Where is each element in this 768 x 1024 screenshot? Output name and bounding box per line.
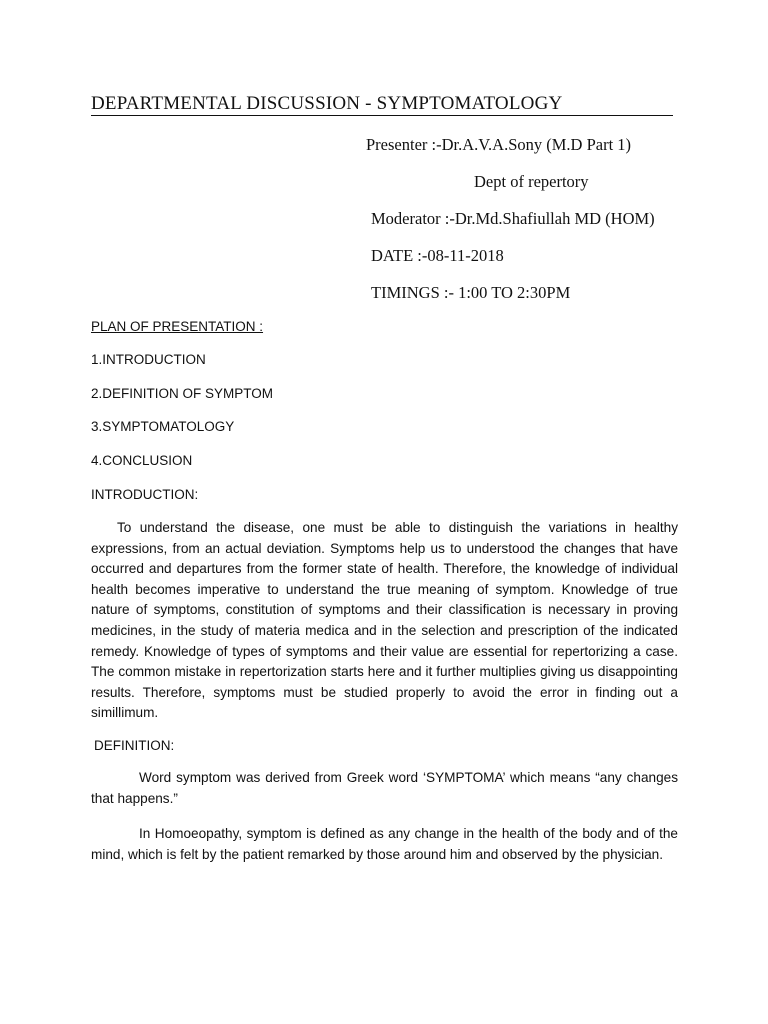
moderator-line: Moderator :-Dr.Md.Shafiullah MD (HOM) (371, 209, 655, 228)
definition-paragraph-2 (91, 824, 678, 865)
definition-text-2: In Homoeopathy, symptom is defined as any change in the health of the body and of the mind, which is felt by the patient remarked by those around him and observed by the physician. (91, 826, 678, 862)
introduction-paragraph (91, 518, 678, 724)
plan-item-introduction: 1.INTRODUCTION (91, 352, 206, 367)
introduction-heading: INTRODUCTION: (91, 487, 199, 502)
presenter-line: Presenter :-Dr.A.V.A.Sony (M.D Part 1) (366, 135, 632, 154)
plan-heading: PLAN OF PRESENTATION : (91, 319, 264, 334)
timings-line: TIMINGS :- 1:00 TO 2:30PM (371, 283, 571, 302)
introduction-text: To understand the disease, one must be able to distinguish the variations in healthy expressions, from an actual deviation. Symptoms help us to understood the changes that have occurred and departures from the former state of health. Therefore, the knowledge of individual health becomes imperative to understand the true meaning of symptom. Knowledge of true nature of symptoms, constitution of symptoms and their classification is necessary in proving medicines, in the study of materia medica and in the selection and prescription of the indicated remedy. Knowledge of types of symptoms and their value are essential for repertorizing a case. The common mistake in repertorization starts here and it further multiplies giving us disappointing results. Therefore, symptoms must be studied properly to avoid the error in finding out a simillimum. (91, 520, 678, 721)
department-line: Dept of repertory (474, 172, 589, 191)
date-line: DATE :-08-11-2018 (371, 246, 504, 265)
definition-text-1: Word symptom was derived from Greek word ‘SYMPTOMA’ which means “any changes that happens.” (91, 770, 678, 806)
document-title: DEPARTMENTAL DISCUSSION - SYMPTOMATOLOGY (91, 93, 673, 116)
definition-paragraph-1 (91, 768, 678, 809)
plan-item-symptomatology: 3.SYMPTOMATOLOGY (91, 419, 235, 434)
definition-heading: DEFINITION: (94, 738, 175, 753)
plan-item-definition: 2.DEFINITION OF SYMPTOM (91, 386, 274, 401)
plan-item-conclusion: 4.CONCLUSION (91, 453, 193, 468)
